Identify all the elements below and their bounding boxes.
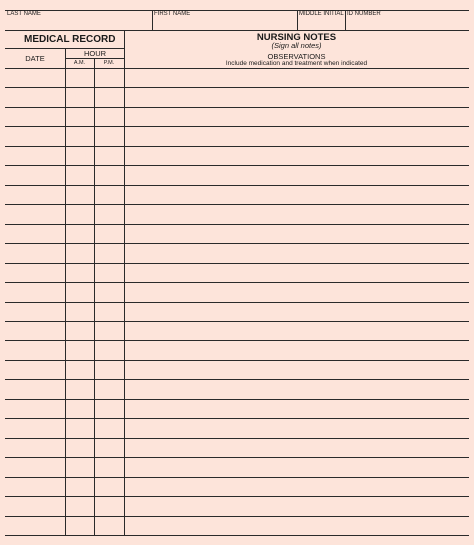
ruled-line — [5, 379, 469, 380]
ruled-line — [5, 282, 469, 283]
ruled-line — [5, 165, 469, 166]
ruled-line — [5, 399, 469, 400]
ruled-line — [5, 302, 469, 303]
hour-label: HOUR — [83, 49, 107, 58]
nursing-notes-subtitle: (Sign all notes) — [271, 41, 322, 50]
medical-record-title: MEDICAL RECORD — [24, 34, 116, 45]
ruled-line — [5, 126, 469, 127]
ruled-line — [5, 321, 469, 322]
date-label: DATE — [25, 54, 45, 63]
ruled-line — [5, 438, 469, 439]
ruled-line — [5, 224, 469, 225]
ruled-line — [5, 68, 469, 69]
ruled-line — [5, 204, 469, 205]
ruled-line — [5, 107, 469, 108]
ruled-line — [5, 457, 469, 458]
last-name-label: LAST NAME — [7, 11, 41, 17]
header-top-line — [5, 10, 469, 11]
observations-label: OBSERVATIONS — [267, 52, 326, 61]
last-name-field[interactable] — [5, 18, 151, 30]
middle-initial-label: MIDDLE INITIAL — [299, 11, 344, 17]
observations-sub-label: Include medication and treatment when indicated — [225, 60, 368, 67]
title-top-line — [5, 30, 469, 31]
first-name-field[interactable] — [153, 18, 296, 30]
ruled-line — [5, 516, 469, 517]
pm-label: P.M. — [103, 60, 115, 66]
id-number-label: ID NUMBER — [347, 11, 381, 17]
ruled-line — [5, 418, 469, 419]
ruled-line — [5, 87, 469, 88]
ruled-line — [5, 263, 469, 264]
id-number-field[interactable] — [346, 18, 469, 30]
ruled-line — [5, 340, 469, 341]
ruled-line — [5, 477, 469, 478]
ruled-line — [5, 535, 469, 536]
first-name-label: FIRST NAME — [154, 11, 191, 17]
ruled-line — [5, 243, 469, 244]
middle-initial-field[interactable] — [298, 18, 344, 30]
am-label: A.M. — [73, 60, 86, 66]
ruled-line — [5, 185, 469, 186]
ruled-line — [5, 496, 469, 497]
ruled-line — [5, 146, 469, 147]
hour-sub-line — [65, 58, 125, 59]
nursing-notes-title: NURSING NOTES — [256, 32, 337, 43]
ruled-line — [5, 360, 469, 361]
date-column-divider — [65, 48, 66, 535]
am-pm-divider — [94, 58, 95, 535]
